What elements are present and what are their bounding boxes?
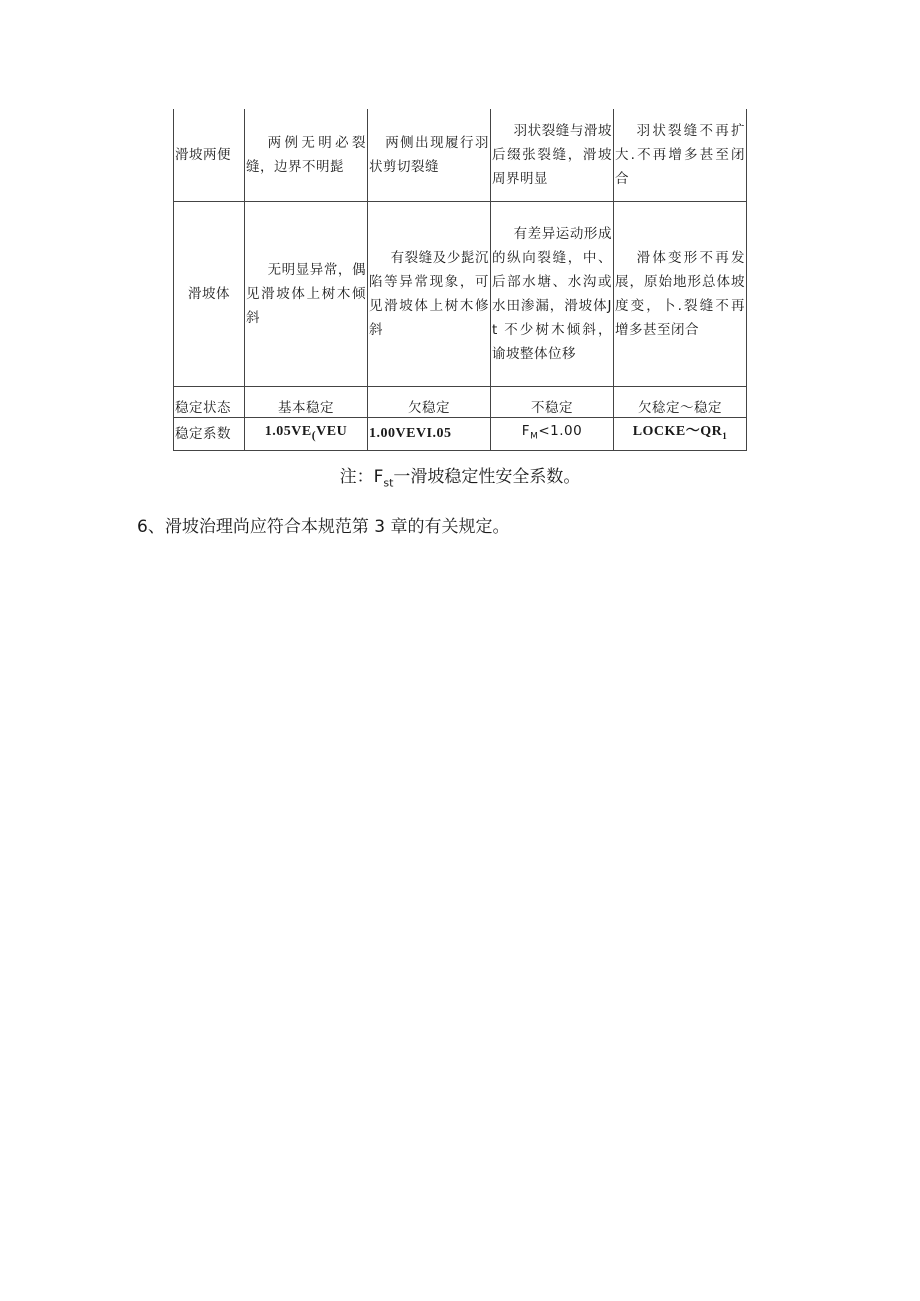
table-cell: 两侧出现履行羽状剪切裂缝 bbox=[368, 109, 491, 202]
cell-text: F bbox=[521, 423, 531, 440]
table-cell: 滑体变形不再发展，原始地形总体坡度变，卜.裂缝不再增多甚至闭合 bbox=[614, 202, 747, 387]
cell-subscript: M bbox=[530, 431, 539, 442]
body-paragraph: 6、滑坡治理尚应符合本规范第 3 章的有关规定。 bbox=[137, 517, 510, 537]
table-cell: 有裂缝及少髭沉陷等异常现象，可见滑坡体上树木修斜 bbox=[368, 202, 491, 387]
table-row bbox=[174, 387, 747, 418]
table-cell: 两例无明必裂缝，边界不明髭 bbox=[245, 109, 368, 202]
table-cell: 欠稳定 bbox=[368, 387, 491, 418]
cell-text-tail: VEU bbox=[316, 424, 348, 440]
table-cell: 羽状裂缝不再扩大.不再增多甚至闭合 bbox=[614, 109, 747, 202]
cell-text: 1.05VE bbox=[264, 424, 312, 440]
table-row bbox=[174, 202, 747, 387]
table-cell bbox=[245, 418, 368, 451]
table-note bbox=[0, 462, 920, 489]
table-cell bbox=[614, 418, 747, 451]
table-row bbox=[174, 418, 747, 451]
landslide-stability-table bbox=[173, 109, 747, 451]
cell-subscript: 1 bbox=[722, 430, 728, 441]
table-cell: 基本稳定 bbox=[245, 387, 368, 418]
cell-text-tail: <1.00 bbox=[538, 423, 583, 440]
row-label: 稳定系数 bbox=[174, 418, 245, 451]
table-cell: 羽状裂缝与滑坡后缀张裂缝，滑坡周界明显 bbox=[491, 109, 614, 202]
cell-text: LOCKE～QR bbox=[632, 424, 723, 440]
note-prefix: 注：F bbox=[339, 467, 384, 487]
note-text: 一滑坡稳定性安全系数。 bbox=[393, 467, 581, 487]
table-cell: 无明显异常，偶见滑坡体上树木倾斜 bbox=[245, 202, 368, 387]
row-label: 稳定状态 bbox=[174, 387, 245, 418]
table-row bbox=[174, 109, 747, 202]
stability-table-container bbox=[173, 109, 746, 451]
table-cell: 1.00VEVI.05 bbox=[368, 418, 491, 451]
row-label: 滑坡两便 bbox=[174, 109, 245, 202]
table-cell bbox=[491, 418, 614, 451]
table-cell: 欠稔定～稳定 bbox=[614, 387, 747, 418]
cell-subscript: ( bbox=[311, 428, 317, 442]
table-cell: 有差异运动形成的纵向裂缝，中、后部水塘、水沟或水田渗漏，滑坡体Jt 不少树木倾斜，谕坡整体位移 bbox=[491, 202, 614, 387]
note-subscript: st bbox=[383, 476, 394, 490]
row-label: 滑坡体 bbox=[174, 202, 245, 387]
table-cell: 不稳定 bbox=[491, 387, 614, 418]
